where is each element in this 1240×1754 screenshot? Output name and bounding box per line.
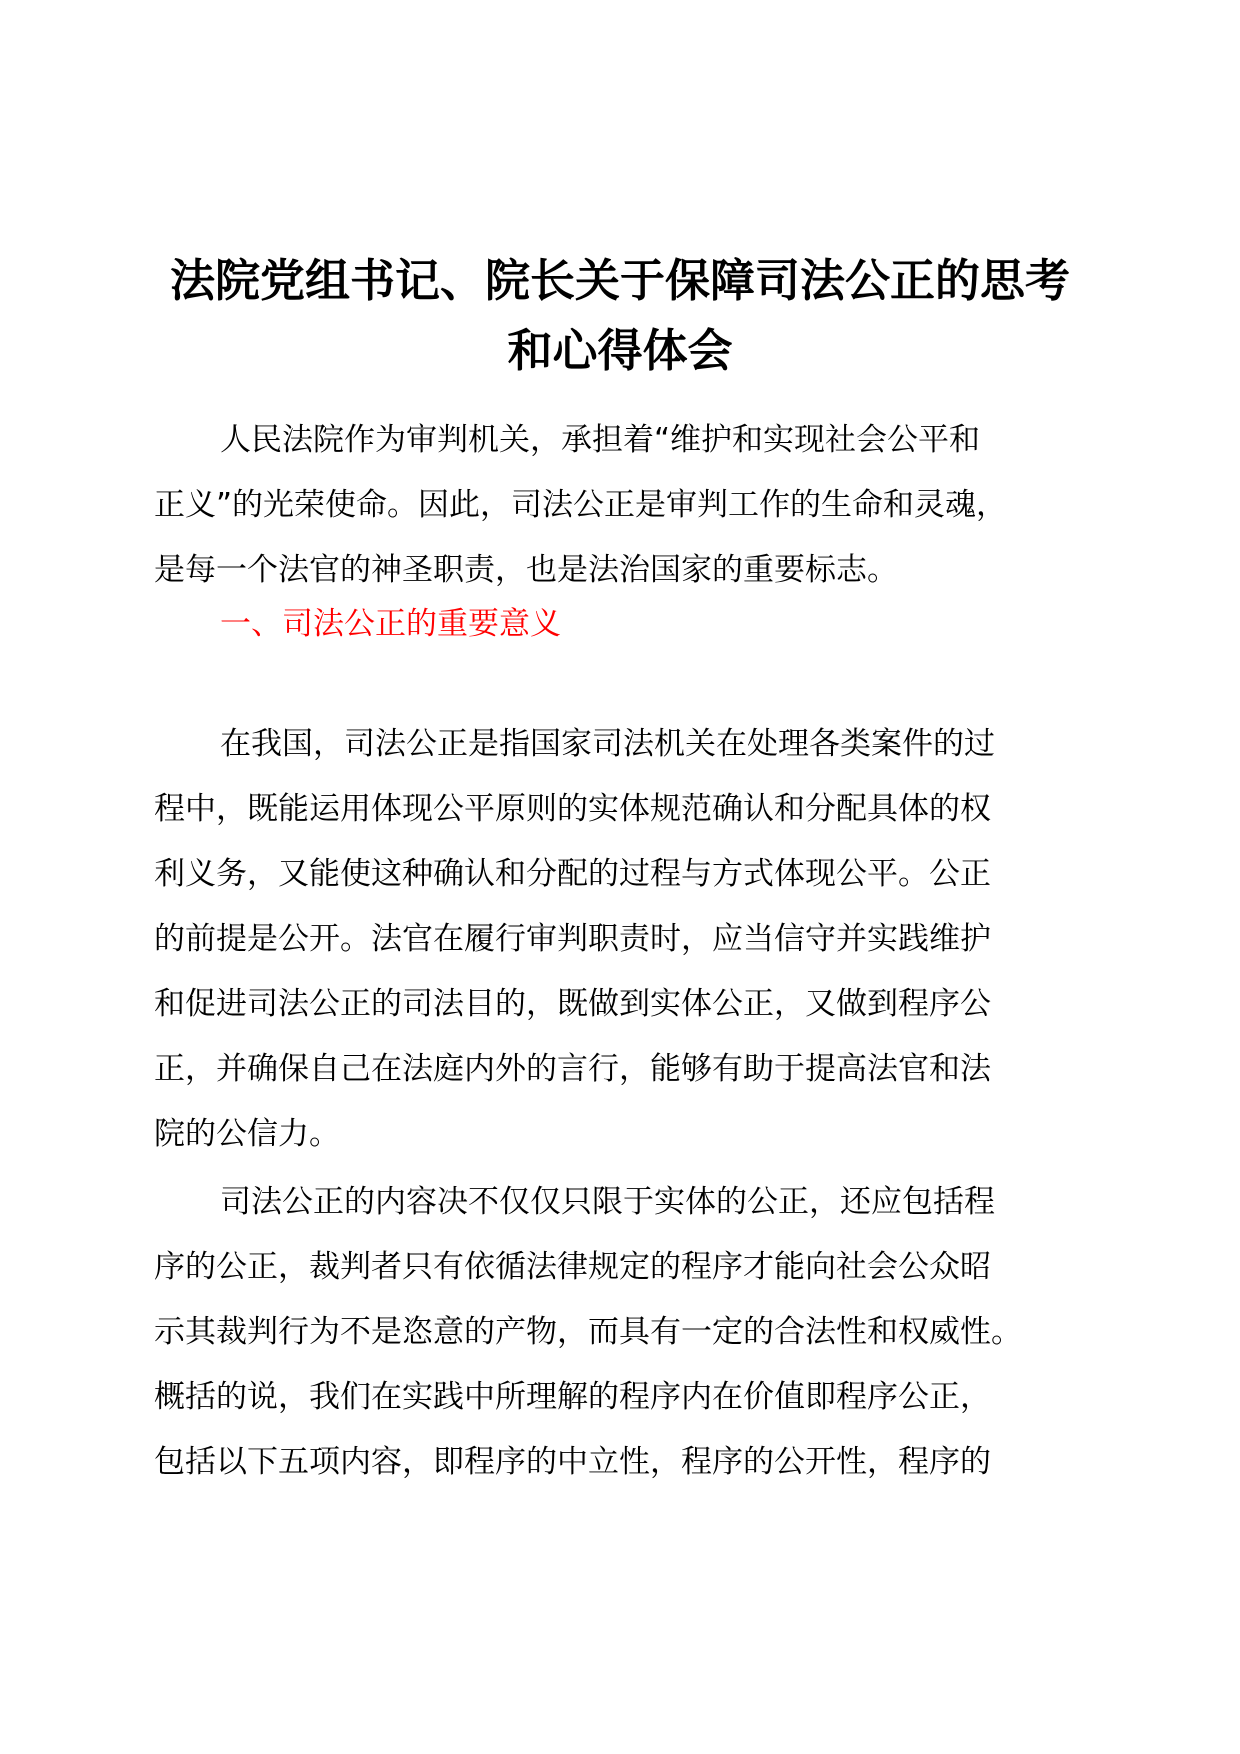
text-line: 利义务，又能使这种确认和分配的过程与方式体现公平。公正 — [154, 856, 991, 892]
text-line: 在我国，司法公正是指国家司法机关在处理各类案件的过 — [220, 726, 995, 762]
text-line: 的前提是公开。法官在履行审判职责时，应当信守并实践维护 — [154, 921, 991, 957]
text-line: 正，并确保自己在法庭内外的言行，能够有助于提高法官和法 — [154, 1051, 991, 1087]
title-line-2: 和心得体会 — [507, 324, 733, 377]
section-paragraph-2 — [154, 1170, 1114, 1495]
text-line: 是每一个法官的神圣职责，也是法治国家的重要标志。 — [154, 552, 898, 588]
text-line: 和促进司法公正的司法目的，既做到实体公正，又做到程序公 — [154, 986, 991, 1022]
document-title — [140, 246, 1100, 386]
section-heading-text: 一、司法公正的重要意义 — [220, 606, 561, 642]
text-line: 示其裁判行为不是恣意的产物，而具有一定的合法性和权威性。 — [154, 1314, 1022, 1350]
text-line: 正义”的光荣使命。因此，司法公正是审判工作的生命和灵魂， — [154, 487, 1008, 523]
section-heading — [154, 592, 1114, 657]
text-line: 序的公正，裁判者只有依循法律规定的程序才能向社会公众昭 — [154, 1249, 991, 1285]
text-line: 程中，既能运用体现公平原则的实体规范确认和分配具体的权 — [154, 791, 991, 827]
text-line: 司法公正的内容决不仅仅只限于实体的公正，还应包括程 — [220, 1184, 995, 1220]
intro-paragraph — [154, 408, 1114, 603]
title-line-1: 法院党组书记、院长关于保障司法公正的思考 — [169, 254, 1070, 307]
text-line: 概括的说，我们在实践中所理解的程序内在价值即程序公正， — [154, 1379, 991, 1415]
text-line: 包括以下五项内容，即程序的中立性，程序的公开性，程序的 — [154, 1444, 991, 1480]
text-line: 人民法院作为审判机关，承担着“维护和实现社会公平和 — [220, 422, 981, 458]
text-line: 院的公信力。 — [154, 1116, 340, 1152]
section-paragraph-1 — [154, 712, 1114, 1167]
